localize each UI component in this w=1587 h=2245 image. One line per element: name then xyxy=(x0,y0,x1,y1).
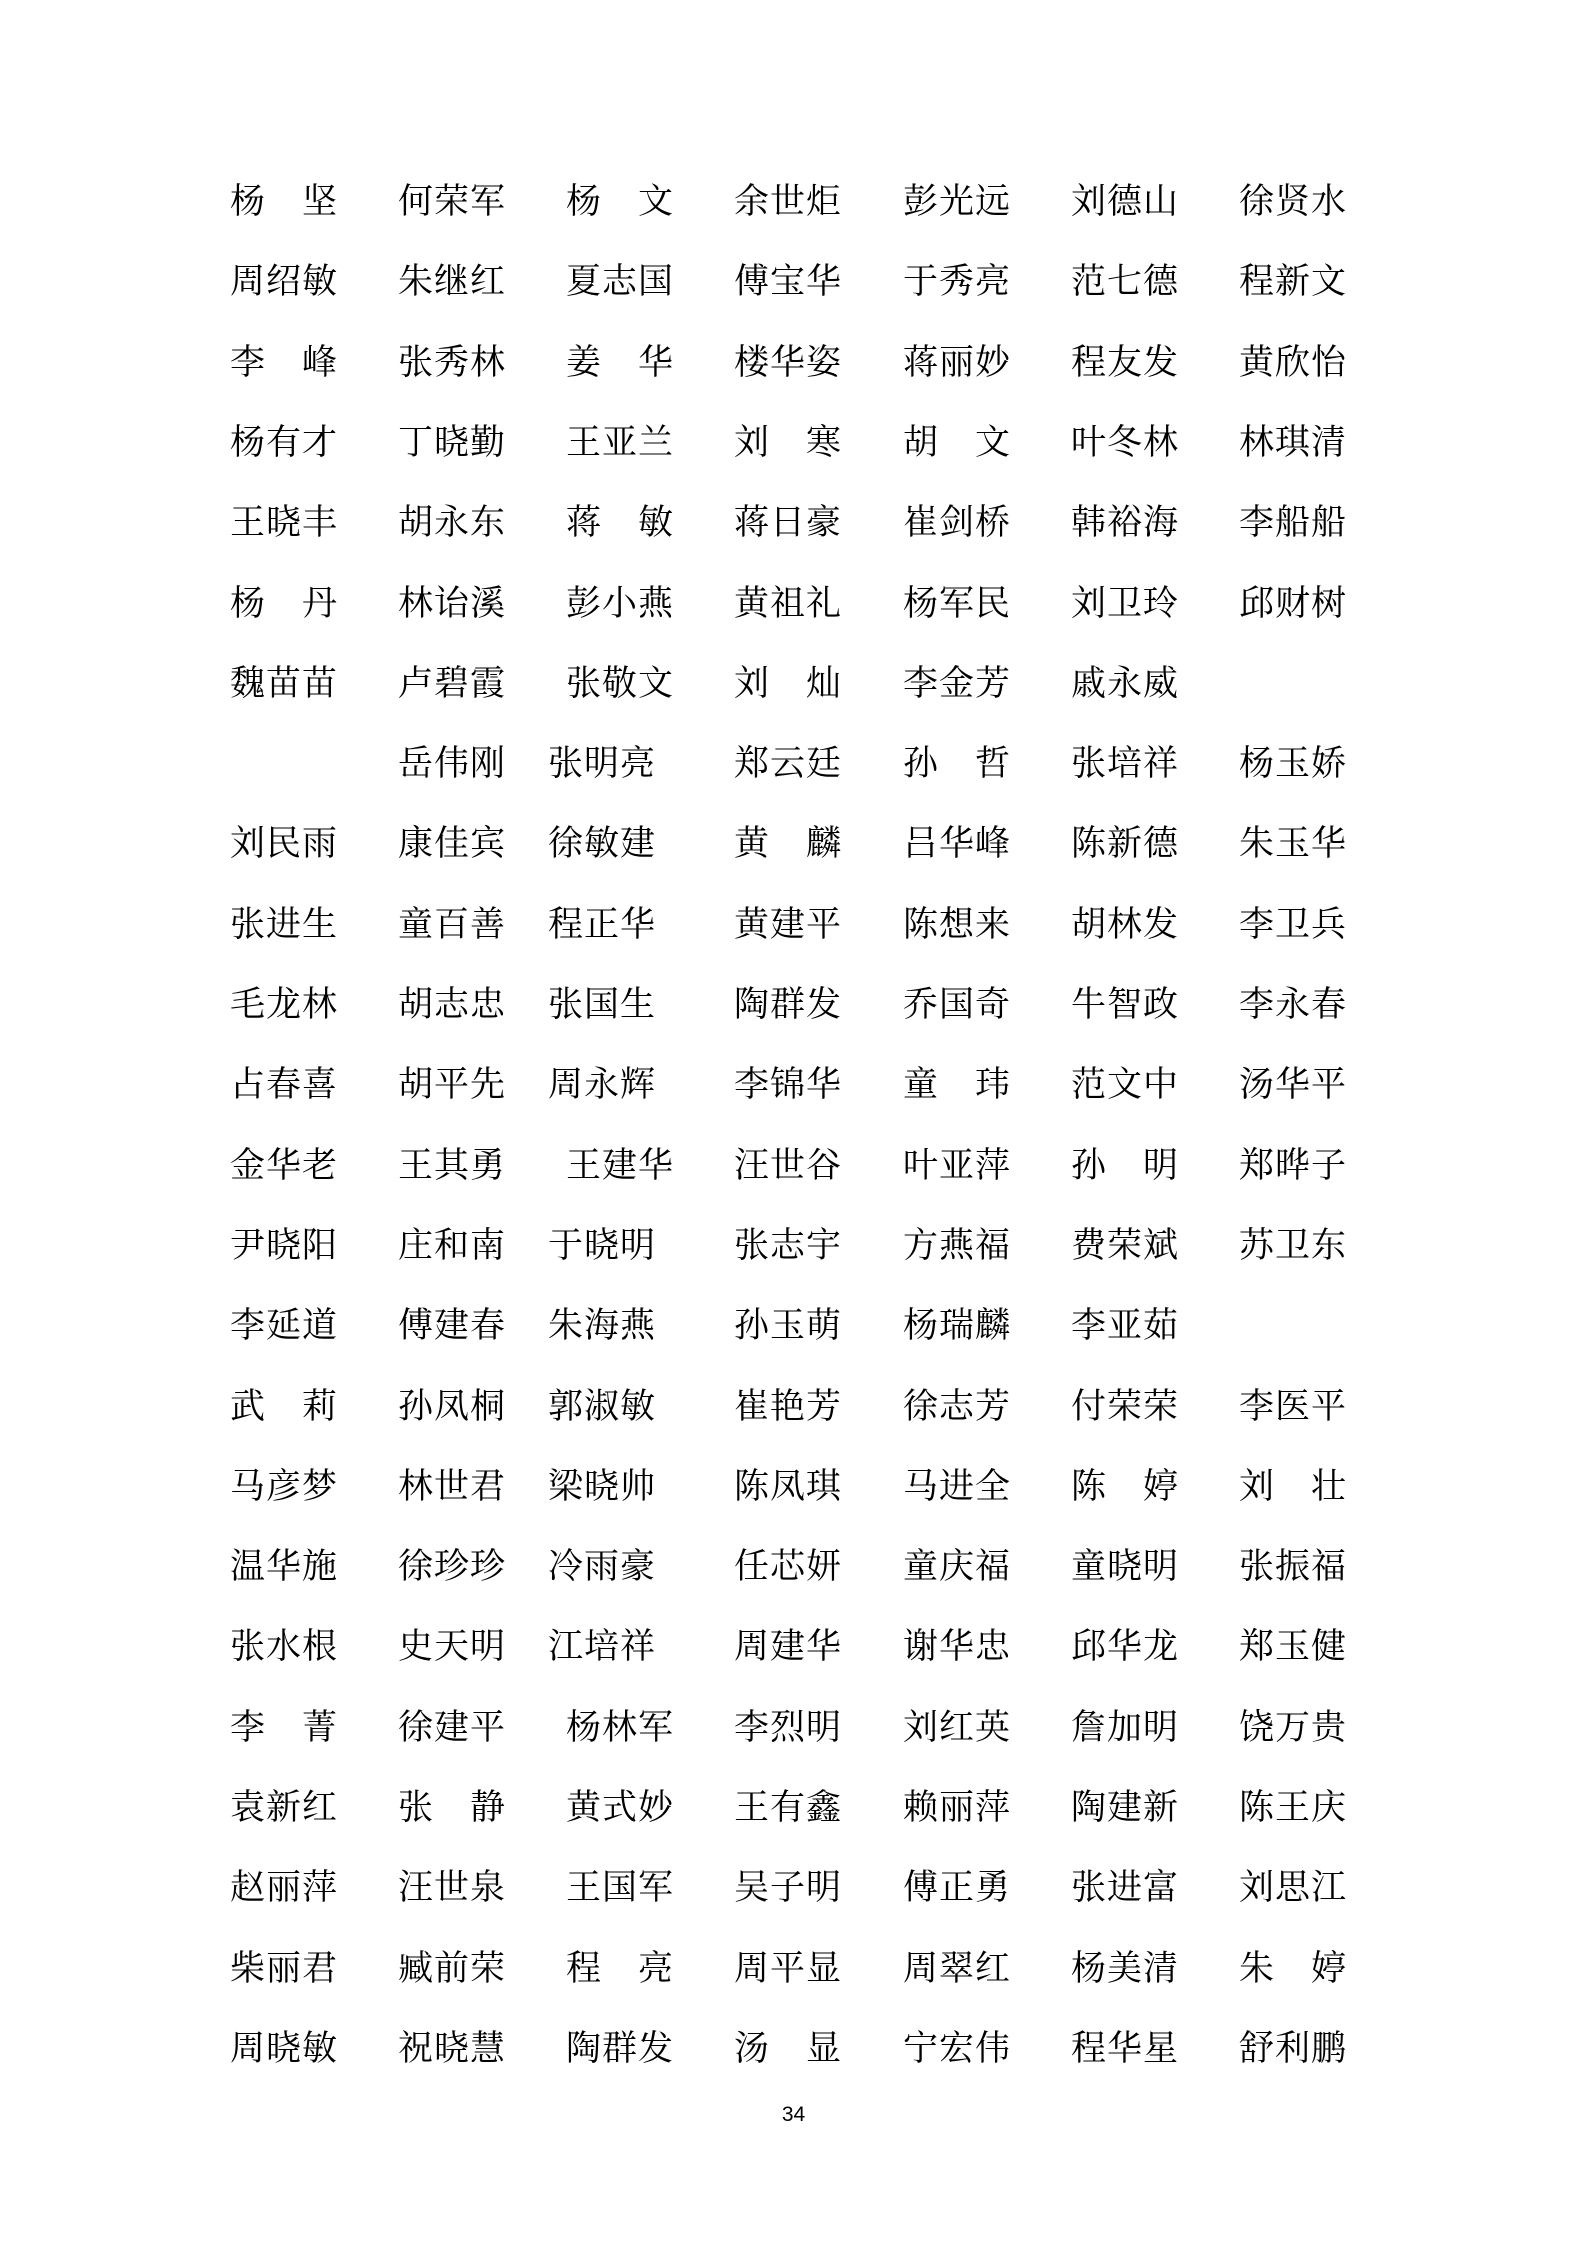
name-cell: 孙玉萌 xyxy=(734,1306,843,1346)
name-cell: 邱财树 xyxy=(1239,584,1348,624)
name-cell: 赵丽萍 xyxy=(230,1868,339,1908)
name-cell: 蒋丽妙 xyxy=(903,343,1012,383)
name-cell: 任芯妍 xyxy=(734,1547,843,1587)
name-cell: 饶万贵 xyxy=(1239,1708,1348,1748)
name-row xyxy=(0,564,1587,644)
name-cell: 苏卫东 xyxy=(1239,1226,1348,1266)
name-cell: 傅宝华 xyxy=(734,262,843,302)
name-cell: 杨瑞麟 xyxy=(903,1306,1012,1346)
name-cell: 张进生 xyxy=(230,905,339,945)
name-cell: 陶建新 xyxy=(1071,1788,1180,1828)
name-cell: 臧前荣 xyxy=(398,1949,507,1989)
name-cell: 康佳宾 xyxy=(398,824,507,864)
name-cell: 陈凤琪 xyxy=(734,1467,843,1507)
name-cell: 黄欣怡 xyxy=(1239,343,1348,383)
name-cell: 方燕福 xyxy=(903,1226,1012,1266)
name-cell: 刘 寒 xyxy=(734,423,843,463)
name-cell: 王亚兰 xyxy=(566,423,675,463)
name-cell: 刘红英 xyxy=(903,1708,1012,1748)
name-cell: 柴丽君 xyxy=(230,1949,339,1989)
name-cell: 郑云廷 xyxy=(734,744,843,784)
name-cell: 黄式妙 xyxy=(566,1788,675,1828)
name-cell: 林诒溪 xyxy=(398,584,507,624)
name-cell: 张敬文 xyxy=(566,664,675,704)
name-cell: 余世炬 xyxy=(734,182,843,222)
name-cell: 张明亮 xyxy=(548,744,657,784)
name-cell: 陈 婷 xyxy=(1071,1467,1180,1507)
name-cell: 夏志国 xyxy=(566,262,675,302)
name-cell: 彭小燕 xyxy=(566,584,675,624)
name-row xyxy=(0,1607,1587,1687)
name-cell: 周平显 xyxy=(734,1949,843,1989)
name-cell: 杨林军 xyxy=(566,1708,675,1748)
name-cell: 张培祥 xyxy=(1071,744,1180,784)
name-cell: 祝晓慧 xyxy=(398,2029,507,2069)
name-cell: 王其勇 xyxy=(398,1146,507,1186)
name-cell: 戚永威 xyxy=(1071,664,1180,704)
name-cell: 刘思江 xyxy=(1239,1868,1348,1908)
name-cell: 乔国奇 xyxy=(903,985,1012,1025)
name-cell: 黄祖礼 xyxy=(734,584,843,624)
name-cell: 胡永东 xyxy=(398,503,507,543)
name-cell: 黄 麟 xyxy=(734,824,843,864)
name-cell: 童 玮 xyxy=(903,1065,1012,1105)
name-row xyxy=(0,965,1587,1045)
name-cell: 童百善 xyxy=(398,905,507,945)
name-cell: 刘德山 xyxy=(1071,182,1180,222)
name-cell: 胡志忠 xyxy=(398,985,507,1025)
name-cell: 徐志芳 xyxy=(903,1387,1012,1427)
name-cell: 卢碧霞 xyxy=(398,664,507,704)
name-cell: 徐建平 xyxy=(398,1708,507,1748)
name-cell: 张 静 xyxy=(398,1788,507,1828)
name-cell: 张进富 xyxy=(1071,1868,1180,1908)
name-cell: 庄和南 xyxy=(398,1226,507,1266)
name-cell: 吕华峰 xyxy=(903,824,1012,864)
name-cell: 李烈明 xyxy=(734,1708,843,1748)
name-cell: 史天明 xyxy=(398,1627,507,1667)
name-cell: 丁晓勤 xyxy=(398,423,507,463)
name-row xyxy=(0,804,1587,884)
name-cell: 叶亚萍 xyxy=(903,1146,1012,1186)
name-cell: 宁宏伟 xyxy=(903,2029,1012,2069)
name-cell: 胡平先 xyxy=(398,1065,507,1105)
name-cell: 叶冬林 xyxy=(1071,423,1180,463)
name-row xyxy=(0,1848,1587,1928)
name-row xyxy=(0,162,1587,242)
name-cell: 谢华忠 xyxy=(903,1627,1012,1667)
name-cell: 傅建春 xyxy=(398,1306,507,1346)
name-row xyxy=(0,1286,1587,1366)
name-cell: 杨 坚 xyxy=(230,182,339,222)
name-cell: 杨有才 xyxy=(230,423,339,463)
name-cell: 林世君 xyxy=(398,1467,507,1507)
name-cell: 程正华 xyxy=(548,905,657,945)
name-cell: 费荣斌 xyxy=(1071,1226,1180,1266)
name-cell: 魏苗苗 xyxy=(230,664,339,704)
name-cell: 王有鑫 xyxy=(734,1788,843,1828)
name-cell: 周建华 xyxy=(734,1627,843,1667)
name-cell: 朱继红 xyxy=(398,262,507,302)
name-cell: 朱海燕 xyxy=(548,1306,657,1346)
name-cell: 林琪清 xyxy=(1239,423,1348,463)
name-cell: 郑玉健 xyxy=(1239,1627,1348,1667)
name-cell: 李亚茹 xyxy=(1071,1306,1180,1346)
name-cell: 杨 丹 xyxy=(230,584,339,624)
name-cell: 童晓明 xyxy=(1071,1547,1180,1587)
name-cell: 付荣荣 xyxy=(1071,1387,1180,1427)
name-cell: 王国军 xyxy=(566,1868,675,1908)
name-cell: 孙凤桐 xyxy=(398,1387,507,1427)
name-row xyxy=(0,483,1587,563)
name-cell: 于秀亮 xyxy=(903,262,1012,302)
name-cell: 汤 显 xyxy=(734,2029,843,2069)
name-cell: 李金芳 xyxy=(903,664,1012,704)
name-cell: 周翠红 xyxy=(903,1949,1012,1989)
name-cell: 邱华龙 xyxy=(1071,1627,1180,1667)
name-cell: 袁新红 xyxy=(230,1788,339,1828)
name-cell: 李延道 xyxy=(230,1306,339,1346)
name-cell: 李船船 xyxy=(1239,503,1348,543)
name-cell: 温华施 xyxy=(230,1547,339,1587)
name-cell: 赖丽萍 xyxy=(903,1788,1012,1828)
name-cell: 彭光远 xyxy=(903,182,1012,222)
name-cell: 程新文 xyxy=(1239,262,1348,302)
name-cell: 崔艳芳 xyxy=(734,1387,843,1427)
name-cell: 朱 婷 xyxy=(1239,1949,1348,1989)
name-cell: 岳伟刚 xyxy=(398,744,507,784)
name-cell: 童庆福 xyxy=(903,1547,1012,1587)
name-cell: 王建华 xyxy=(566,1146,675,1186)
name-cell: 马彦梦 xyxy=(230,1467,339,1507)
name-cell: 舒利鹏 xyxy=(1239,2029,1348,2069)
name-row xyxy=(0,403,1587,483)
name-row xyxy=(0,1045,1587,1125)
name-cell: 刘民雨 xyxy=(230,824,339,864)
name-cell: 崔剑桥 xyxy=(903,503,1012,543)
name-cell: 周晓敏 xyxy=(230,2029,339,2069)
name-cell: 李 菁 xyxy=(230,1708,339,1748)
name-cell: 程 亮 xyxy=(566,1949,675,1989)
name-cell: 陈想来 xyxy=(903,905,1012,945)
name-cell: 姜 华 xyxy=(566,343,675,383)
name-cell: 牛智政 xyxy=(1071,985,1180,1025)
name-cell: 冷雨豪 xyxy=(548,1547,657,1587)
name-cell: 李永春 xyxy=(1239,985,1348,1025)
name-cell: 梁晓帅 xyxy=(548,1467,657,1507)
name-cell: 程友发 xyxy=(1071,343,1180,383)
name-row xyxy=(0,885,1587,965)
name-cell: 蒋日豪 xyxy=(734,503,843,543)
name-cell: 李卫兵 xyxy=(1239,905,1348,945)
name-cell: 江培祥 xyxy=(548,1627,657,1667)
name-cell: 陈新德 xyxy=(1071,824,1180,864)
name-cell: 张志宇 xyxy=(734,1226,843,1266)
name-cell: 张振福 xyxy=(1239,1547,1348,1587)
name-cell: 楼华姿 xyxy=(734,343,843,383)
name-cell: 詹加明 xyxy=(1071,1708,1180,1748)
name-cell: 李锦华 xyxy=(734,1065,843,1105)
name-cell: 朱玉华 xyxy=(1239,824,1348,864)
name-cell: 汤华平 xyxy=(1239,1065,1348,1105)
name-cell: 郭淑敏 xyxy=(548,1387,657,1427)
name-cell: 程华星 xyxy=(1071,2029,1180,2069)
name-cell: 于晓明 xyxy=(548,1226,657,1266)
name-cell: 杨玉娇 xyxy=(1239,744,1348,784)
name-cell: 陶群发 xyxy=(734,985,843,1025)
name-cell: 武 莉 xyxy=(230,1387,339,1427)
name-cell: 尹晓阳 xyxy=(230,1226,339,1266)
name-cell: 刘 灿 xyxy=(734,664,843,704)
name-cell: 马进全 xyxy=(903,1467,1012,1507)
name-cell: 黄建平 xyxy=(734,905,843,945)
name-cell: 张水根 xyxy=(230,1627,339,1667)
name-cell: 李 峰 xyxy=(230,343,339,383)
name-cell: 王晓丰 xyxy=(230,503,339,543)
name-cell: 蒋 敏 xyxy=(566,503,675,543)
name-row xyxy=(0,1206,1587,1286)
name-cell: 刘 壮 xyxy=(1239,1467,1348,1507)
name-cell: 陈王庆 xyxy=(1239,1788,1348,1828)
name-cell: 傅正勇 xyxy=(903,1868,1012,1908)
name-cell: 范七德 xyxy=(1071,262,1180,302)
name-row xyxy=(0,724,1587,804)
name-cell: 周绍敏 xyxy=(230,262,339,302)
name-cell: 徐珍珍 xyxy=(398,1547,507,1587)
name-cell: 胡 文 xyxy=(903,423,1012,463)
name-row xyxy=(0,2009,1587,2089)
name-cell: 张国生 xyxy=(548,985,657,1025)
name-cell: 周永辉 xyxy=(548,1065,657,1105)
name-cell: 金华老 xyxy=(230,1146,339,1186)
name-row xyxy=(0,1447,1587,1527)
name-cell: 韩裕海 xyxy=(1071,503,1180,543)
name-cell: 张秀林 xyxy=(398,343,507,383)
page-number: 34 xyxy=(781,2103,806,2126)
name-row xyxy=(0,323,1587,403)
name-row xyxy=(0,1527,1587,1607)
name-cell: 徐贤水 xyxy=(1239,182,1348,222)
name-cell: 杨 文 xyxy=(566,182,675,222)
name-row xyxy=(0,1367,1587,1447)
name-cell: 孙 明 xyxy=(1071,1146,1180,1186)
name-cell: 汪世泉 xyxy=(398,1868,507,1908)
name-cell: 毛龙林 xyxy=(230,985,339,1025)
name-cell: 何荣军 xyxy=(398,182,507,222)
name-cell: 范文中 xyxy=(1071,1065,1180,1105)
name-cell: 杨军民 xyxy=(903,584,1012,624)
name-cell: 徐敏建 xyxy=(548,824,657,864)
name-row xyxy=(0,644,1587,724)
name-row xyxy=(0,1929,1587,2009)
name-cell: 刘卫玲 xyxy=(1071,584,1180,624)
name-cell: 杨美清 xyxy=(1071,1949,1180,1989)
name-row xyxy=(0,242,1587,322)
name-cell: 占春喜 xyxy=(230,1065,339,1105)
name-cell: 陶群发 xyxy=(566,2029,675,2069)
name-cell: 吴子明 xyxy=(734,1868,843,1908)
name-cell: 汪世谷 xyxy=(734,1146,843,1186)
name-row xyxy=(0,1126,1587,1206)
name-cell: 李医平 xyxy=(1239,1387,1348,1427)
name-row xyxy=(0,1768,1587,1848)
name-cell: 郑晔子 xyxy=(1239,1146,1348,1186)
name-cell: 孙 哲 xyxy=(903,744,1012,784)
name-row xyxy=(0,1688,1587,1768)
name-cell: 胡林发 xyxy=(1071,905,1180,945)
